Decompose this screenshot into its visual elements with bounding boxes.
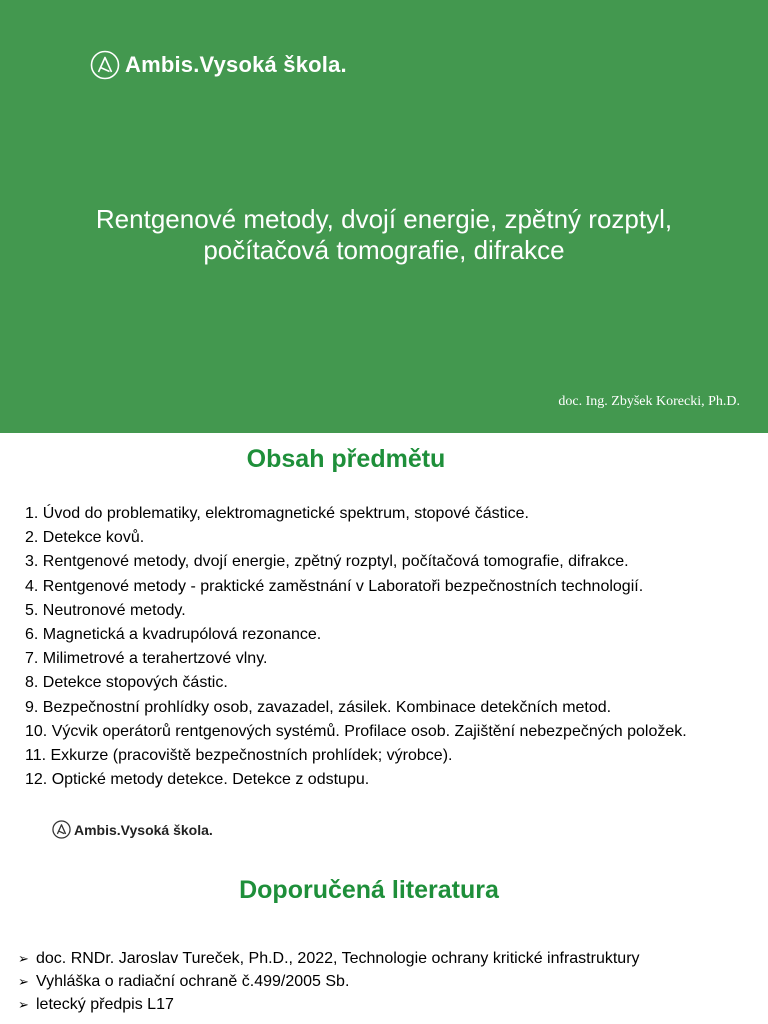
title-slide xyxy=(0,0,768,433)
title-line: počítačová tomografie, difrakce xyxy=(203,235,565,265)
list-item: 11. Exkurze (pracoviště bezpečnostních prohlídek; výrobce). xyxy=(25,747,453,765)
list-item: 7. Milimetrové a terahertzové vlny. xyxy=(25,650,268,668)
list-item-text: Vyhláška o radiační ochraně č.499/2005 Sb. xyxy=(36,973,350,990)
list-item: 8. Detekce stopových částic. xyxy=(25,674,228,692)
author-name: doc. Ing. Zbyšek Korecki, Ph.D. xyxy=(558,394,740,409)
course-contents-list xyxy=(25,502,687,792)
logo-text: Ambis.Vysoká škola. xyxy=(74,821,213,838)
list-item-text: doc. RNDr. Jaroslav Tureček, Ph.D., 2022, Technologie ochrany kritické infrastruktury xyxy=(36,950,640,967)
ambis-logo-icon xyxy=(90,50,120,80)
list-item: 6. Magnetická a kvadrupólová rezonance. xyxy=(25,626,322,644)
list-item: 3. Rentgenové metody, dvojí energie, zpětný rozptyl, počítačová tomografie, difrakce. xyxy=(25,553,629,571)
list-item xyxy=(18,993,640,1016)
list-item: 10. Výcvik operátorů rentgenových systémů. Profilace osob. Zajištění nebezpečných položek. xyxy=(25,722,687,740)
arrowhead-bullet-icon: ➢ xyxy=(18,951,29,966)
list-item xyxy=(18,970,640,993)
list-item: 4. Rentgenové metody - praktické zaměstnání v Laboratoři bezpečnostních technologií. xyxy=(25,577,644,595)
ambis-logo xyxy=(90,50,347,80)
list-item: 5. Neutronové metody. xyxy=(25,601,186,619)
arrowhead-bullet-icon: ➢ xyxy=(18,997,29,1012)
list-item: 1. Úvod do problematiky, elektromagnetické spektrum, stopové částice. xyxy=(25,505,529,522)
presentation-title xyxy=(0,204,768,266)
logo-text: Ambis.Vysoká škola. xyxy=(125,52,347,77)
literature-list xyxy=(18,947,640,1016)
contents-heading: Obsah předmětu xyxy=(246,445,446,473)
list-item: 12. Optické metody detekce. Detekce z odstupu. xyxy=(25,771,370,789)
literature-heading: Doporučená literatura xyxy=(239,876,499,904)
arrowhead-bullet-icon: ➢ xyxy=(18,974,29,989)
list-item: 2. Detekce kovů. xyxy=(25,529,145,547)
ambis-logo-icon xyxy=(52,820,71,839)
list-item xyxy=(18,947,640,970)
list-item-text: letecký předpis L17 xyxy=(36,996,174,1013)
list-item: 9. Bezpečnostní prohlídky osob, zavazadel, zásilek. Kombinace detekčních metod. xyxy=(25,698,612,716)
ambis-logo-small xyxy=(52,820,213,839)
title-line: Rentgenové metody, dvojí energie, zpětný rozptyl, xyxy=(95,204,673,234)
